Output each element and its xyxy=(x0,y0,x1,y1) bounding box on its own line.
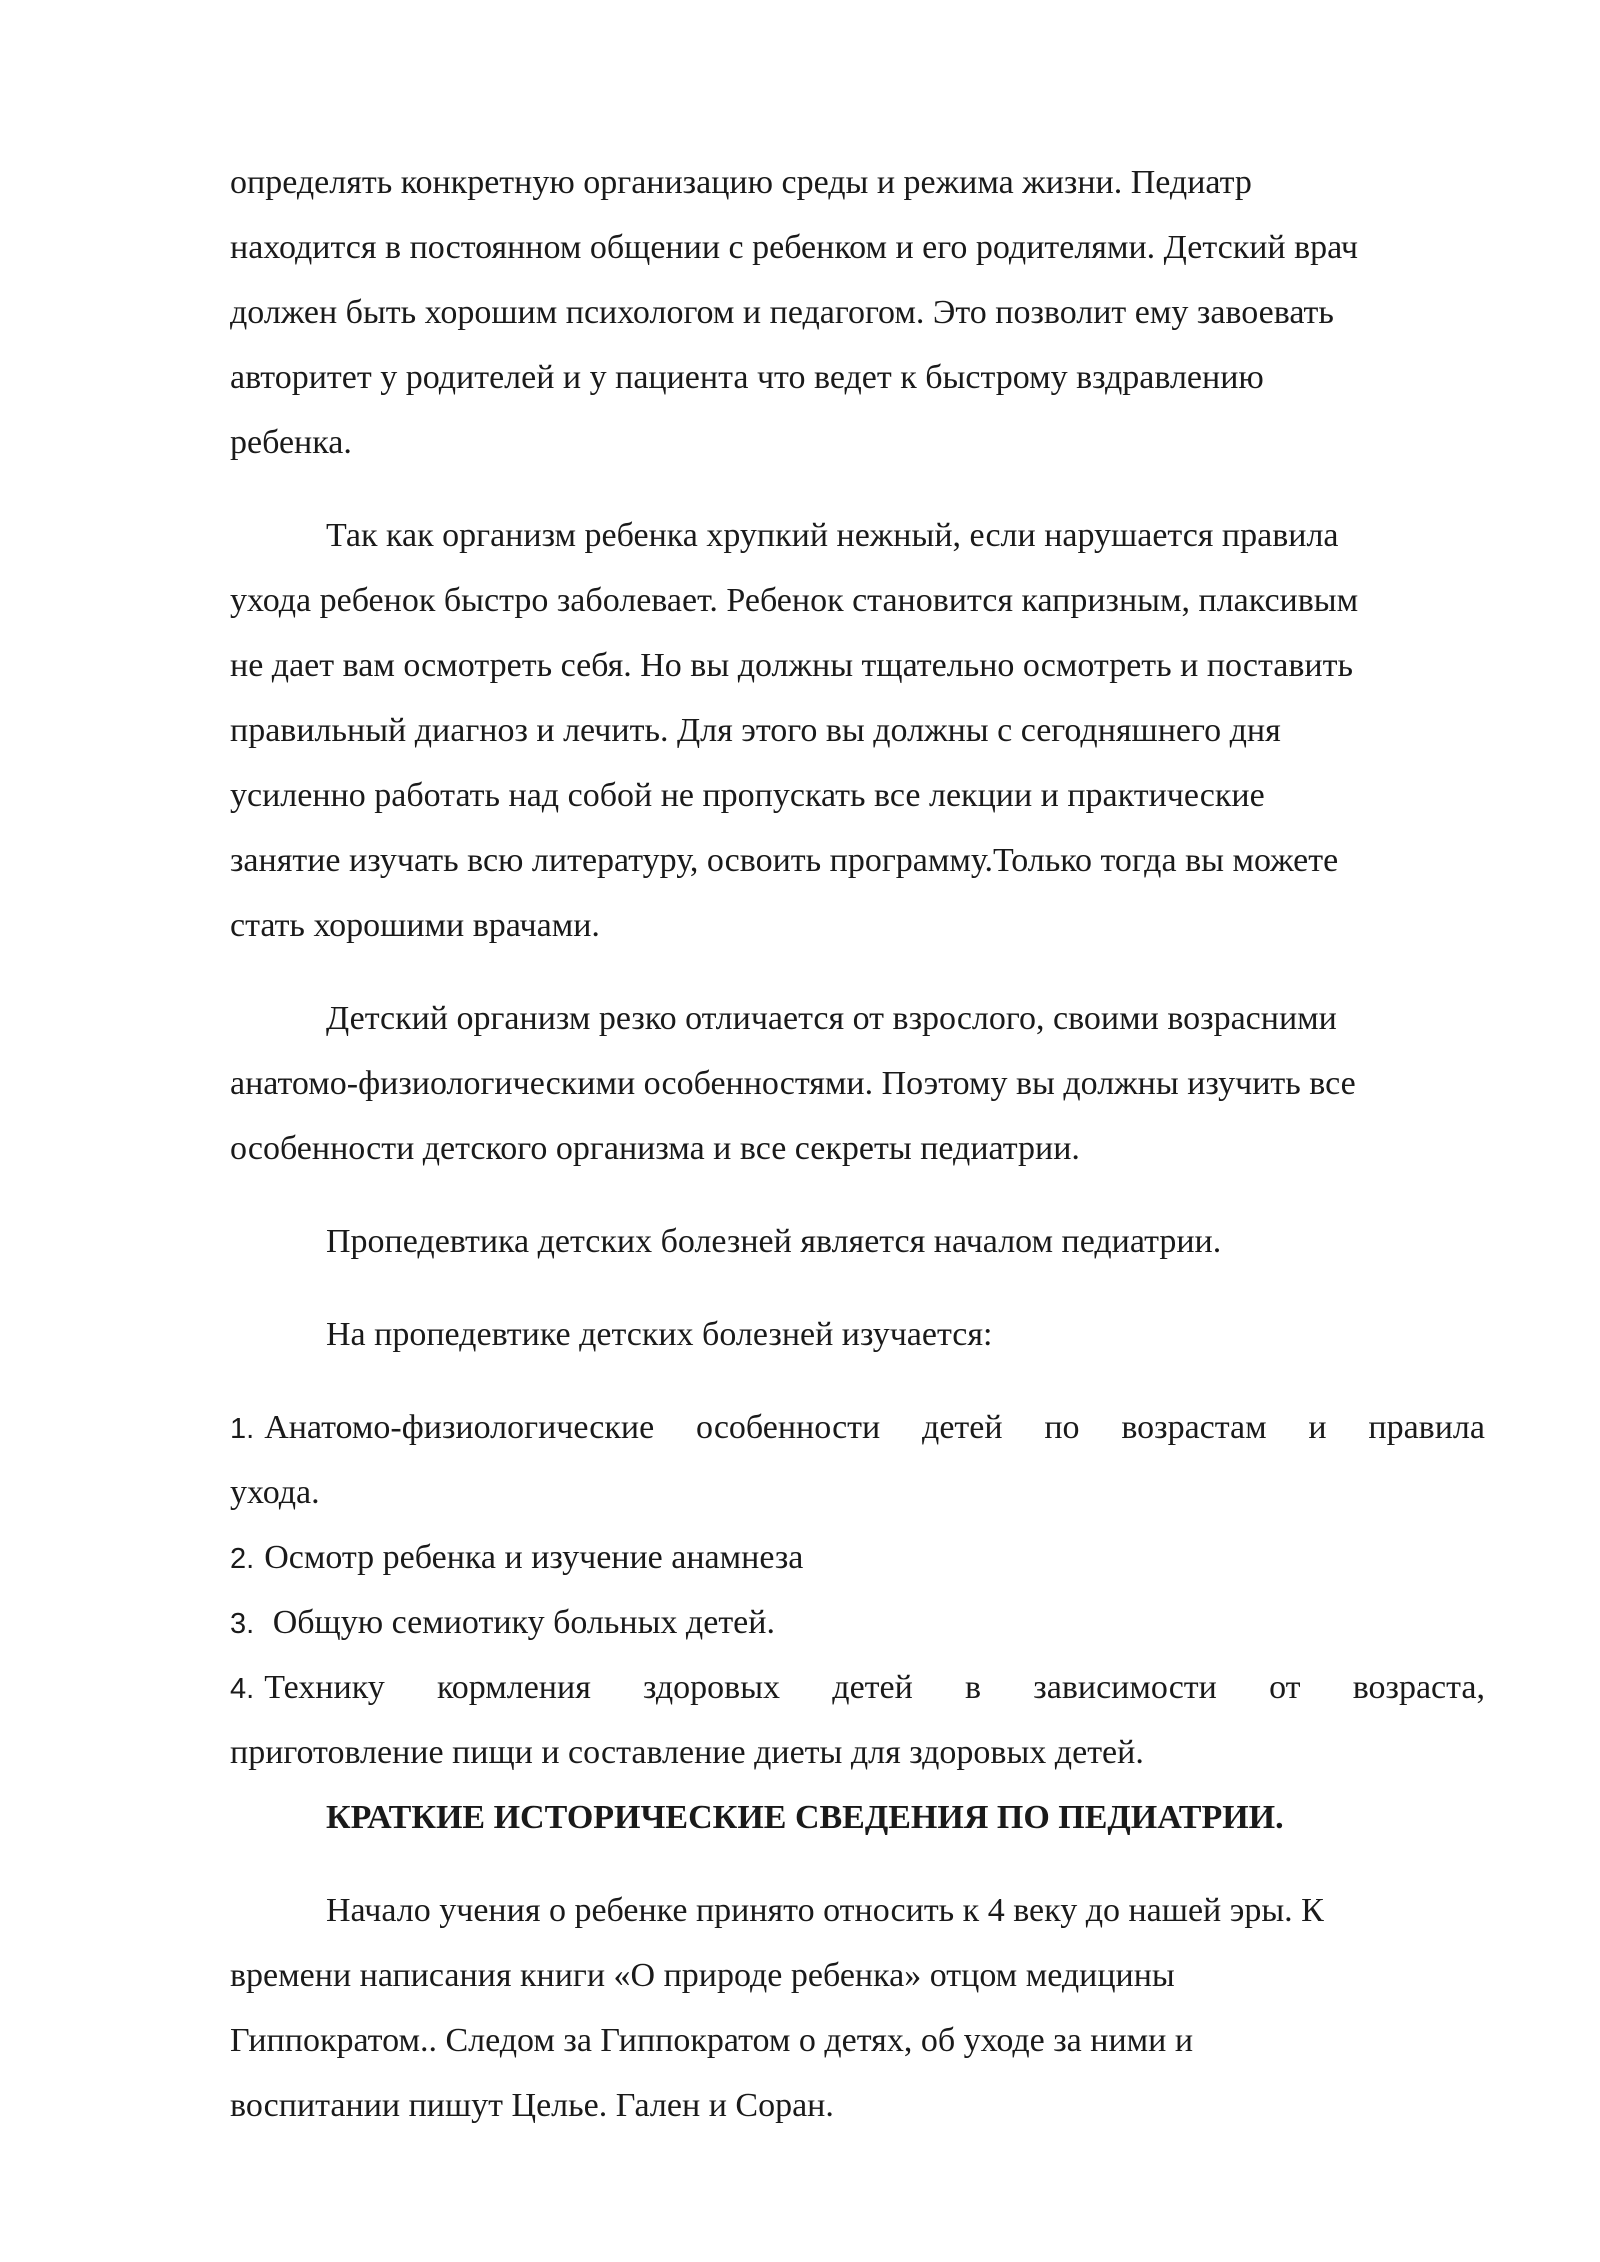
list-number: 1. xyxy=(230,1413,255,1445)
section-heading: КРАТКИЕ ИСТОРИЧЕСКИЕ СВЕДЕНИЯ ПО ПЕДИАТРИИ. xyxy=(326,1799,1284,1836)
text-line: Пропедевтика детских болезней является началом педиатрии. xyxy=(326,1223,1222,1260)
text-line: занятие изучать всю литературу, освоить программу.Только тогда вы можете xyxy=(230,842,1339,879)
text-line: ухода ребенок быстро заболевает. Ребенок становится капризным, плаксивым xyxy=(230,582,1359,619)
numbered-list xyxy=(230,1395,1485,1785)
document-page xyxy=(230,150,1485,2138)
text-line: усиленно работать над собой не пропускать все лекции и практические xyxy=(230,777,1265,814)
text-line: воспитании пишут Целье. Гален и Соран. xyxy=(230,2087,834,2124)
list-number: 4. xyxy=(230,1673,255,1705)
list-text: Общую семиотику больных детей. xyxy=(264,1604,775,1641)
list-text: Анатомо-физиологические особенности детей по возрастам и правила xyxy=(264,1409,1485,1446)
text-line: находится в постоянном общении с ребенком и его родителями. Детский врач xyxy=(230,229,1359,266)
paragraph-5 xyxy=(230,1302,1485,1367)
paragraph-1 xyxy=(230,150,1485,475)
paragraph-3 xyxy=(230,986,1485,1181)
text-line: Детский организм резко отличается от взрослого, своими возрасними xyxy=(326,1000,1337,1037)
text-line: анатомо-физиологическими особенностями. Поэтому вы должны изучить все xyxy=(230,1065,1356,1102)
text-line: должен быть хорошим психологом и педагогом. Это позволит ему завоевать xyxy=(230,294,1334,331)
paragraph-4 xyxy=(230,1209,1485,1274)
paragraph-6 xyxy=(230,1878,1485,2138)
list-item-2 xyxy=(230,1525,1485,1590)
list-item-4 xyxy=(230,1655,1485,1720)
text-line: определять конкретную организацию среды и режима жизни. Педиатр xyxy=(230,164,1252,201)
list-item-4-cont: приготовление пищи и составление диеты для здоровых детей. xyxy=(230,1734,1144,1771)
text-line: особенности детского организма и все секреты педиатрии. xyxy=(230,1130,1080,1167)
text-line: Гиппократом.. Следом за Гиппократом о детях, об уходе за ними и xyxy=(230,2022,1194,2059)
text-line: времени написания книги «О природе ребенка» отцом медицины xyxy=(230,1957,1175,1994)
list-number: 3. xyxy=(230,1608,255,1640)
text-line: ребенка. xyxy=(230,424,352,461)
list-item-1-cont: ухода. xyxy=(230,1474,320,1511)
list-text: Осмотр ребенка и изучение анамнеза xyxy=(264,1539,804,1576)
text-line: авторитет у родителей и у пациента что ведет к быстрому вздравлению xyxy=(230,359,1264,396)
text-line: не дает вам осмотреть себя. Но вы должны тщательно осмотреть и поставить xyxy=(230,647,1353,684)
paragraph-2 xyxy=(230,503,1485,958)
text-line: Начало учения о ребенке принято относить к 4 веку до нашей эры. К xyxy=(326,1892,1324,1929)
list-item-3 xyxy=(230,1590,1485,1655)
text-line: Так как организм ребенка хрупкий нежный, если нарушается правила xyxy=(326,517,1339,554)
list-text: Технику кормления здоровых детей в зависимости от возраста, xyxy=(264,1669,1485,1706)
list-number: 2. xyxy=(230,1543,255,1575)
text-line: правильный диагноз и лечить. Для этого вы должны с сегодняшнего дня xyxy=(230,712,1281,749)
list-item-1 xyxy=(230,1395,1485,1460)
text-line: стать хорошими врачами. xyxy=(230,907,600,944)
text-line: На пропедевтике детских болезней изучается: xyxy=(326,1316,993,1353)
